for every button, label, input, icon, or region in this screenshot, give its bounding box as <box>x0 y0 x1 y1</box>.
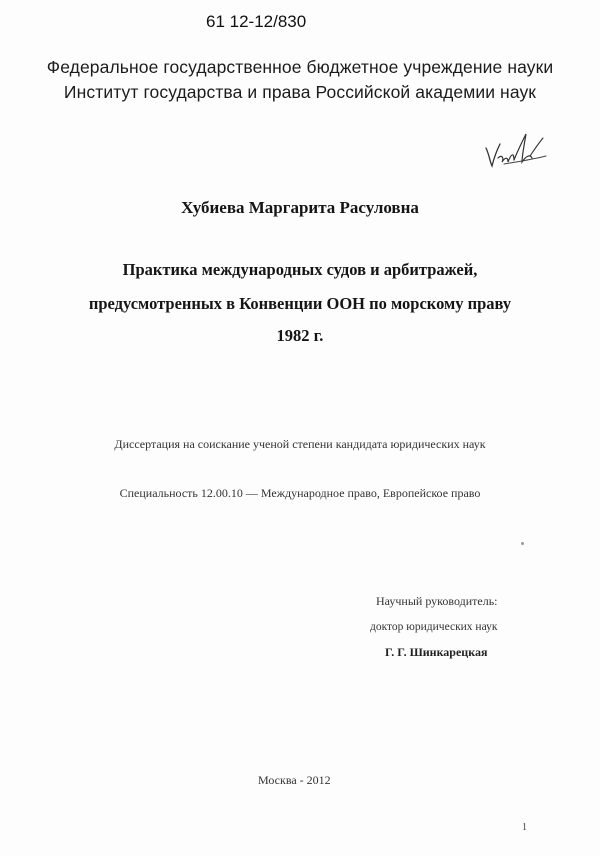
author-name: Хубиева Маргарита Расуловна <box>181 198 419 217</box>
title-line-1: Практика международных судов и арбитражей, <box>122 260 478 279</box>
title-line-3: 1982 г. <box>276 326 324 345</box>
organization-line-1: Федеральное государственное бюджетное учреждение науки <box>46 57 554 77</box>
supervisor-name: Г. Г. Шинкарецкая <box>385 645 488 659</box>
dissertation-statement: Диссертация на соискание ученой степени кандидата юридических наук <box>114 437 486 451</box>
supervisor-label: Научный руководитель: <box>376 594 498 608</box>
organization-line-2: Институт государства и права Российской академии наук <box>63 82 537 102</box>
title-line-2: предусмотренных в Конвенции ООН по морскому праву <box>88 294 512 313</box>
specialty-line: Специальность 12.00.10 — Международное право, Европейское право <box>119 486 481 500</box>
supervisor-degree: доктор юридических наук <box>370 621 498 633</box>
scan-speck <box>521 542 524 545</box>
document-code: 61 12-12/830 <box>206 12 307 31</box>
city-year: Москва - 2012 <box>258 773 331 787</box>
handwritten-signature <box>480 128 550 174</box>
page-number: 1 <box>522 822 527 833</box>
